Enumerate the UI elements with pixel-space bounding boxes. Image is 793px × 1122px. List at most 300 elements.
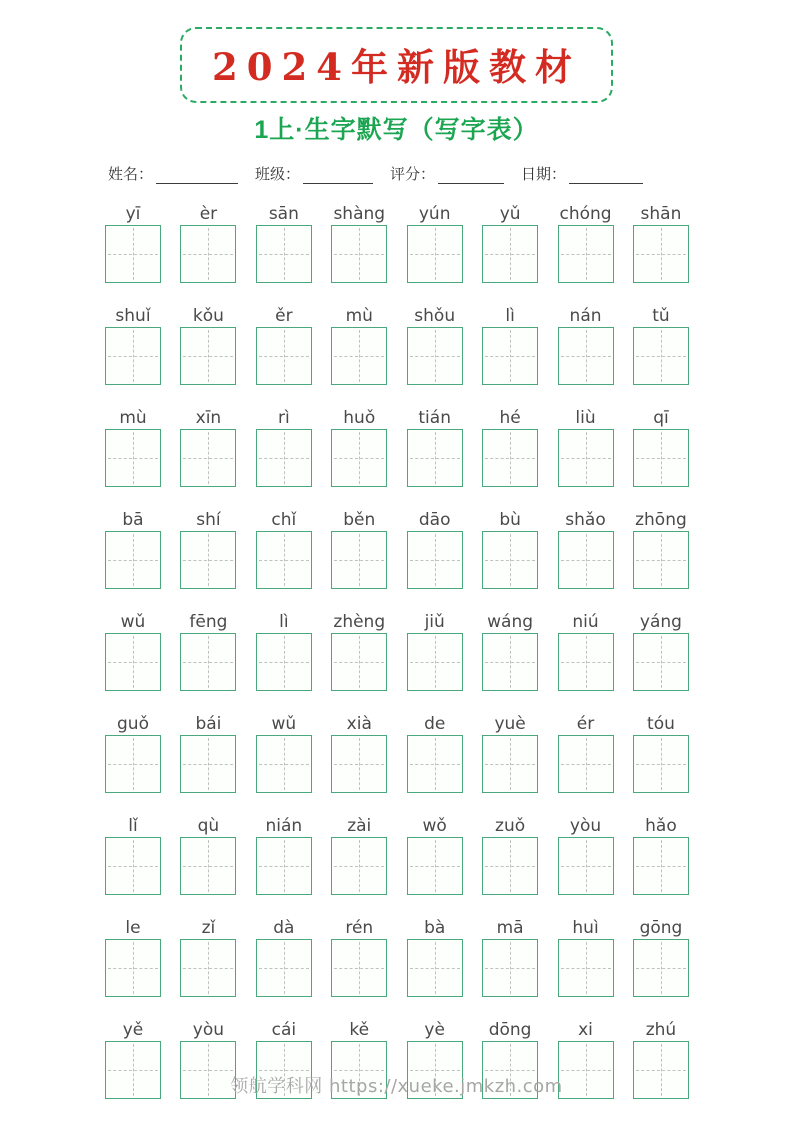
crosshair-vertical-line: [586, 942, 587, 994]
char-cell: [328, 407, 390, 509]
char-cell: [404, 407, 466, 509]
crosshair-vertical-line: [284, 1044, 285, 1096]
pinyin-label: chóng: [559, 204, 612, 224]
pinyin-label: liù: [575, 408, 596, 428]
crosshair-vertical-line: [586, 330, 587, 382]
writing-box: [180, 225, 236, 283]
writing-box: [331, 633, 387, 691]
char-cell: [328, 815, 390, 917]
char-cell: [328, 509, 390, 611]
crosshair-vertical-line: [359, 228, 360, 280]
writing-box: [256, 327, 312, 385]
pinyin-label: xi: [578, 1020, 593, 1040]
char-cell: [630, 713, 692, 815]
writing-box: [482, 1041, 538, 1099]
info-field: [521, 166, 643, 184]
pinyin-label: tǔ: [652, 306, 670, 326]
char-cell: [177, 611, 239, 713]
char-cell: [555, 407, 617, 509]
info-label: 日期：: [521, 167, 567, 183]
char-cell: [328, 917, 390, 1019]
pinyin-label: kě: [349, 1020, 370, 1040]
crosshair-vertical-line: [284, 228, 285, 280]
crosshair-vertical-line: [284, 738, 285, 790]
char-cell: [253, 611, 315, 713]
writing-box: [558, 225, 614, 283]
writing-box: [407, 837, 463, 895]
writing-box: [407, 735, 463, 793]
char-cell: [404, 713, 466, 815]
pinyin-label: yòu: [569, 816, 602, 836]
writing-box: [105, 327, 161, 385]
writing-box: [558, 939, 614, 997]
char-cell: [555, 917, 617, 1019]
fill-in-line: [303, 169, 373, 184]
crosshair-vertical-line: [510, 840, 511, 892]
crosshair-vertical-line: [586, 636, 587, 688]
pinyin-label: ěr: [275, 306, 293, 326]
char-cell: [253, 917, 315, 1019]
pinyin-label: yè: [424, 1020, 445, 1040]
writing-box: [407, 531, 463, 589]
page-title: 2024年新版教材: [212, 45, 581, 89]
crosshair-vertical-line: [359, 636, 360, 688]
character-grid: [102, 203, 692, 1121]
writing-box: [105, 531, 161, 589]
pinyin-label: wǔ: [271, 714, 297, 734]
writing-box: [331, 531, 387, 589]
crosshair-vertical-line: [284, 330, 285, 382]
fill-in-line: [569, 169, 643, 184]
writing-box: [482, 429, 538, 487]
writing-box: [633, 429, 689, 487]
char-cell: [102, 917, 164, 1019]
writing-box: [256, 531, 312, 589]
char-cell: [630, 815, 692, 917]
writing-box: [558, 327, 614, 385]
char-cell: [102, 611, 164, 713]
crosshair-vertical-line: [510, 432, 511, 484]
crosshair-vertical-line: [435, 1044, 436, 1096]
char-cell: [479, 815, 541, 917]
writing-box: [482, 633, 538, 691]
writing-box: [256, 429, 312, 487]
char-cell: [555, 305, 617, 407]
writing-box: [482, 939, 538, 997]
crosshair-vertical-line: [435, 942, 436, 994]
writing-box: [407, 429, 463, 487]
info-label: 班级：: [255, 167, 301, 183]
pinyin-label: gōng: [639, 918, 683, 938]
pinyin-label: de: [424, 714, 446, 734]
pinyin-label: lì: [505, 306, 515, 326]
writing-box: [256, 225, 312, 283]
char-cell: [328, 305, 390, 407]
writing-box: [105, 633, 161, 691]
crosshair-vertical-line: [208, 942, 209, 994]
writing-box: [180, 939, 236, 997]
pinyin-label: shuǐ: [115, 306, 151, 326]
pinyin-label: qī: [653, 408, 669, 428]
pinyin-label: tóu: [647, 714, 675, 734]
writing-box: [180, 633, 236, 691]
pinyin-label: sān: [268, 204, 299, 224]
char-cell: [630, 407, 692, 509]
crosshair-vertical-line: [435, 840, 436, 892]
pinyin-label: shàng: [333, 204, 386, 224]
char-cell: [630, 611, 692, 713]
pinyin-label: tián: [418, 408, 451, 428]
writing-box: [105, 735, 161, 793]
grid-row: [102, 1019, 692, 1121]
writing-box: [633, 327, 689, 385]
pinyin-label: cái: [271, 1020, 297, 1040]
crosshair-vertical-line: [435, 534, 436, 586]
writing-box: [482, 225, 538, 283]
grid-row: [102, 713, 692, 815]
writing-box: [558, 735, 614, 793]
char-cell: [404, 917, 466, 1019]
char-cell: [555, 815, 617, 917]
char-cell: [630, 305, 692, 407]
pinyin-label: zài: [347, 816, 372, 836]
pinyin-label: xià: [346, 714, 372, 734]
writing-box: [331, 939, 387, 997]
pinyin-label: lǐ: [128, 816, 138, 836]
writing-box: [180, 327, 236, 385]
char-cell: [328, 1019, 390, 1121]
char-cell: [404, 611, 466, 713]
pinyin-label: wáng: [487, 612, 534, 632]
crosshair-vertical-line: [284, 942, 285, 994]
char-cell: [102, 815, 164, 917]
char-cell: [177, 1019, 239, 1121]
pinyin-label: rì: [277, 408, 290, 428]
writing-box: [105, 429, 161, 487]
char-cell: [479, 509, 541, 611]
info-label: 姓名：: [108, 167, 154, 183]
char-cell: [630, 1019, 692, 1121]
crosshair-vertical-line: [661, 228, 662, 280]
writing-box: [633, 225, 689, 283]
pinyin-label: mù: [345, 306, 373, 326]
pinyin-label: èr: [199, 204, 218, 224]
crosshair-vertical-line: [133, 432, 134, 484]
grid-row: [102, 815, 692, 917]
char-cell: [177, 203, 239, 305]
crosshair-vertical-line: [510, 942, 511, 994]
char-cell: [404, 305, 466, 407]
char-cell: [253, 509, 315, 611]
char-cell: [328, 713, 390, 815]
pinyin-label: dà: [273, 918, 295, 938]
char-cell: [479, 713, 541, 815]
crosshair-vertical-line: [661, 636, 662, 688]
char-cell: [102, 407, 164, 509]
page-subtitle: 1上·生字默写（写字表）: [254, 116, 539, 144]
crosshair-vertical-line: [208, 840, 209, 892]
crosshair-vertical-line: [133, 534, 134, 586]
char-cell: [102, 1019, 164, 1121]
char-cell: [177, 917, 239, 1019]
pinyin-label: běn: [343, 510, 376, 530]
crosshair-vertical-line: [208, 1044, 209, 1096]
crosshair-vertical-line: [208, 534, 209, 586]
crosshair-vertical-line: [359, 330, 360, 382]
char-cell: [630, 509, 692, 611]
writing-box: [256, 837, 312, 895]
pinyin-label: jiǔ: [424, 612, 445, 632]
char-cell: [630, 917, 692, 1019]
crosshair-vertical-line: [133, 942, 134, 994]
char-cell: [253, 713, 315, 815]
pinyin-label: bà: [424, 918, 446, 938]
char-cell: [102, 509, 164, 611]
crosshair-vertical-line: [586, 738, 587, 790]
pinyin-label: yòu: [192, 1020, 225, 1040]
writing-box: [331, 429, 387, 487]
crosshair-vertical-line: [284, 432, 285, 484]
crosshair-vertical-line: [510, 330, 511, 382]
crosshair-vertical-line: [208, 432, 209, 484]
pinyin-label: nián: [265, 816, 303, 836]
pinyin-label: niú: [572, 612, 599, 632]
pinyin-label: fēng: [189, 612, 228, 632]
pinyin-label: shān: [640, 204, 682, 224]
char-cell: [555, 203, 617, 305]
crosshair-vertical-line: [133, 228, 134, 280]
char-cell: [328, 203, 390, 305]
char-cell: [479, 305, 541, 407]
pinyin-label: yuè: [494, 714, 526, 734]
grid-row: [102, 917, 692, 1019]
crosshair-vertical-line: [586, 432, 587, 484]
char-cell: [555, 713, 617, 815]
pinyin-label: yě: [122, 1020, 144, 1040]
pinyin-label: hǎo: [645, 816, 677, 836]
pinyin-label: huǒ: [343, 408, 376, 428]
crosshair-vertical-line: [435, 228, 436, 280]
char-cell: [253, 203, 315, 305]
crosshair-vertical-line: [510, 534, 511, 586]
writing-box: [633, 531, 689, 589]
writing-box: [482, 327, 538, 385]
crosshair-vertical-line: [586, 228, 587, 280]
crosshair-vertical-line: [208, 738, 209, 790]
pinyin-label: bù: [499, 510, 521, 530]
char-cell: [479, 917, 541, 1019]
writing-box: [558, 531, 614, 589]
writing-box: [558, 429, 614, 487]
crosshair-vertical-line: [133, 330, 134, 382]
crosshair-vertical-line: [661, 1044, 662, 1096]
pinyin-label: zuǒ: [495, 816, 526, 836]
pinyin-label: lì: [279, 612, 289, 632]
writing-box: [331, 735, 387, 793]
writing-box: [633, 837, 689, 895]
writing-box: [407, 327, 463, 385]
writing-box: [180, 837, 236, 895]
writing-box: [256, 1041, 312, 1099]
crosshair-vertical-line: [133, 1044, 134, 1096]
writing-box: [331, 837, 387, 895]
char-cell: [177, 713, 239, 815]
char-cell: [102, 203, 164, 305]
pinyin-label: wǒ: [422, 816, 447, 836]
fill-in-line: [438, 169, 504, 184]
pinyin-label: yún: [418, 204, 451, 224]
crosshair-vertical-line: [208, 330, 209, 382]
writing-box: [558, 1041, 614, 1099]
pinyin-label: mù: [119, 408, 147, 428]
crosshair-vertical-line: [510, 228, 511, 280]
pinyin-label: bā: [122, 510, 144, 530]
crosshair-vertical-line: [359, 840, 360, 892]
crosshair-vertical-line: [359, 1044, 360, 1096]
char-cell: [404, 815, 466, 917]
char-cell: [328, 611, 390, 713]
pinyin-label: qù: [197, 816, 220, 836]
pinyin-label: yī: [125, 204, 141, 224]
crosshair-vertical-line: [359, 432, 360, 484]
writing-box: [105, 837, 161, 895]
writing-box: [105, 939, 161, 997]
char-cell: [253, 305, 315, 407]
info-field: [255, 166, 373, 184]
writing-box: [331, 327, 387, 385]
writing-box: [331, 1041, 387, 1099]
crosshair-vertical-line: [661, 534, 662, 586]
writing-box: [633, 939, 689, 997]
char-cell: [404, 203, 466, 305]
crosshair-vertical-line: [661, 840, 662, 892]
grid-row: [102, 203, 692, 305]
student-info-line: [108, 166, 668, 184]
crosshair-vertical-line: [510, 738, 511, 790]
char-cell: [102, 713, 164, 815]
crosshair-vertical-line: [435, 330, 436, 382]
title-banner: [180, 27, 613, 103]
pinyin-label: zǐ: [201, 918, 216, 938]
char-cell: [253, 407, 315, 509]
char-cell: [404, 1019, 466, 1121]
char-cell: [177, 407, 239, 509]
grid-row: [102, 407, 692, 509]
crosshair-vertical-line: [586, 1044, 587, 1096]
info-field: [108, 166, 238, 184]
char-cell: [253, 1019, 315, 1121]
pinyin-label: shǎo: [565, 510, 606, 530]
crosshair-vertical-line: [661, 942, 662, 994]
writing-box: [180, 531, 236, 589]
pinyin-label: hé: [499, 408, 521, 428]
writing-box: [633, 735, 689, 793]
crosshair-vertical-line: [359, 534, 360, 586]
char-cell: [555, 1019, 617, 1121]
writing-box: [256, 735, 312, 793]
pinyin-label: kǒu: [192, 306, 224, 326]
writing-box: [256, 633, 312, 691]
crosshair-vertical-line: [435, 636, 436, 688]
pinyin-label: dāo: [418, 510, 451, 530]
writing-box: [105, 1041, 161, 1099]
crosshair-vertical-line: [510, 1044, 511, 1096]
pinyin-label: nán: [569, 306, 602, 326]
crosshair-vertical-line: [133, 840, 134, 892]
char-cell: [177, 305, 239, 407]
char-cell: [177, 815, 239, 917]
crosshair-vertical-line: [359, 942, 360, 994]
char-cell: [630, 203, 692, 305]
grid-row: [102, 509, 692, 611]
pinyin-label: zhōng: [635, 510, 687, 530]
watermark-text: 领航学科网 https://xueke.jmkzh.com: [230, 1076, 563, 1097]
title-banner-wrap: [0, 27, 793, 103]
writing-box: [482, 735, 538, 793]
writing-box: [407, 225, 463, 283]
info-field: [390, 166, 504, 184]
info-label: 评分：: [390, 167, 436, 183]
pinyin-label: yǔ: [499, 204, 521, 224]
crosshair-vertical-line: [435, 738, 436, 790]
pinyin-label: ér: [576, 714, 595, 734]
char-cell: [479, 611, 541, 713]
crosshair-vertical-line: [586, 840, 587, 892]
pinyin-label: shǒu: [414, 306, 456, 326]
pinyin-label: dōng: [488, 1020, 532, 1040]
crosshair-vertical-line: [661, 330, 662, 382]
pinyin-label: mā: [496, 918, 524, 938]
char-cell: [479, 203, 541, 305]
pinyin-label: wǔ: [120, 612, 146, 632]
crosshair-vertical-line: [661, 738, 662, 790]
crosshair-vertical-line: [284, 636, 285, 688]
grid-row: [102, 305, 692, 407]
writing-box: [558, 837, 614, 895]
writing-box: [633, 633, 689, 691]
crosshair-vertical-line: [284, 534, 285, 586]
pinyin-label: chǐ: [271, 510, 297, 530]
pinyin-label: huì: [572, 918, 599, 938]
char-cell: [177, 509, 239, 611]
char-cell: [404, 509, 466, 611]
pinyin-label: shí: [196, 510, 221, 530]
writing-box: [407, 633, 463, 691]
char-cell: [555, 611, 617, 713]
crosshair-vertical-line: [435, 432, 436, 484]
pinyin-label: rén: [345, 918, 374, 938]
pinyin-label: bái: [195, 714, 222, 734]
crosshair-vertical-line: [284, 840, 285, 892]
crosshair-vertical-line: [208, 228, 209, 280]
writing-box: [633, 1041, 689, 1099]
crosshair-vertical-line: [133, 738, 134, 790]
writing-box: [558, 633, 614, 691]
pinyin-label: le: [125, 918, 141, 938]
crosshair-vertical-line: [510, 636, 511, 688]
char-cell: [102, 305, 164, 407]
crosshair-vertical-line: [661, 432, 662, 484]
writing-box: [180, 1041, 236, 1099]
char-cell: [479, 407, 541, 509]
writing-box: [256, 939, 312, 997]
pinyin-label: guǒ: [117, 714, 149, 734]
char-cell: [253, 815, 315, 917]
grid-row: [102, 611, 692, 713]
pinyin-label: xīn: [195, 408, 222, 428]
writing-box: [331, 225, 387, 283]
writing-box: [482, 531, 538, 589]
